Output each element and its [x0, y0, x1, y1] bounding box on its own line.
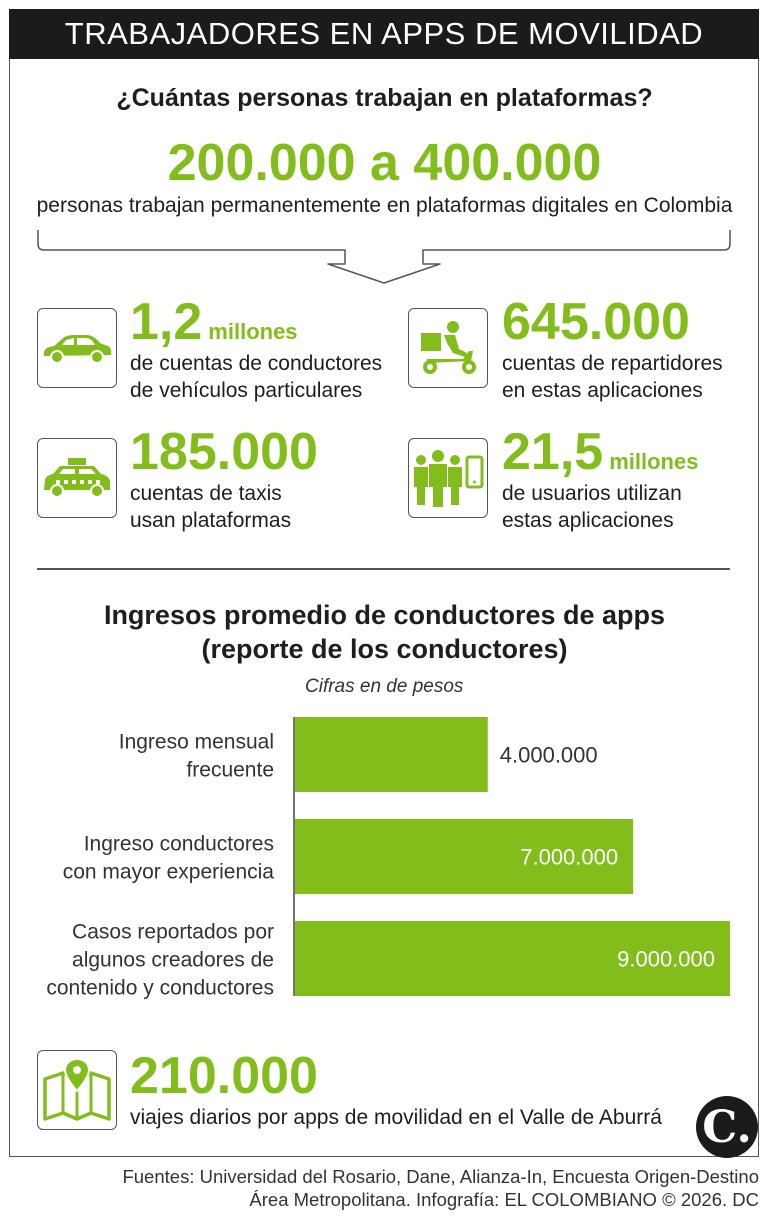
footer-credits — [0, 1165, 759, 1211]
footer-line2: Área Metropolitana. Infografía: EL COLOMBIANO © 2026. DC — [249, 1189, 759, 1210]
stat-cars-value: 1,2 — [130, 293, 203, 351]
el-colombiano-logo: C. — [696, 1096, 758, 1158]
people-phone-icon — [411, 447, 485, 509]
taxi-icon — [40, 455, 114, 501]
intro-description: personas trabajan permanentemente en plataformas digitales en Colombia — [36, 194, 733, 217]
intro-question: ¿Cuántas personas trabajan en plataformas? — [116, 84, 653, 112]
footer-line1: Fuentes: Universidad del Rosario, Dane, Alianza-In, Encuesta Origen-Destino — [122, 1166, 759, 1187]
map-pin-icon — [41, 1057, 113, 1123]
stat-taxis-line1: cuentas de taxis — [130, 482, 282, 505]
header-title: TRABAJADORES EN APPS DE MOVILIDAD — [64, 16, 704, 51]
stat-delivery-number: 645.000 — [502, 293, 690, 351]
category-label-1-line-1: Ingreso mensual — [118, 730, 274, 754]
income-bar-chart — [0, 700, 769, 1010]
bar-1 — [295, 717, 488, 792]
car-icon-box — [37, 308, 117, 388]
intro-range: 200.000 a 400.000 — [167, 134, 602, 192]
section-divider — [37, 568, 730, 570]
category-label-2-line-1: Ingreso conductores — [83, 832, 274, 856]
stat-cars-line1: de cuentas de conductores — [130, 352, 383, 375]
stat-delivery-description — [502, 350, 723, 404]
category-label-3-line-1: Casos reportados por — [72, 920, 274, 944]
chart-title-line2: (reporte de los conductores) — [201, 634, 568, 664]
bracket-arrow — [0, 226, 769, 288]
stat-cars-unit: millones — [208, 319, 298, 344]
category-label-3-line-2: algunos creadores de — [72, 948, 274, 972]
stat-taxis-line2: usan plataformas — [130, 509, 292, 532]
stat-taxis-number: 185.000 — [130, 423, 318, 481]
stat-cars-description — [130, 350, 382, 404]
category-label-2-line-2: con mayor experiencia — [62, 860, 274, 884]
stat-users-description — [502, 480, 682, 534]
chart-units-note: Cifras en de pesos — [305, 676, 464, 697]
bar-value-label-2: 7.000.000 — [520, 844, 619, 870]
trips-description: viajes diarios por apps de movilidad en el Valle de Aburrá — [130, 1106, 662, 1129]
stat-users-number — [502, 423, 699, 481]
stat-users-line2: estas aplicaciones — [502, 509, 674, 532]
bar-value-label-1: 4.000.000 — [499, 742, 598, 768]
car-icon — [40, 328, 114, 368]
category-label-3-line-3: contenido y conductores — [46, 976, 274, 1000]
delivery-scooter-icon — [413, 313, 483, 383]
stat-taxis-description — [130, 480, 291, 534]
stat-users-unit: millones — [609, 449, 699, 474]
taxi-icon-box — [37, 438, 117, 518]
stat-users-line1: de usuarios utilizan — [502, 482, 682, 505]
stat-cars-line2: de vehículos particulares — [130, 379, 363, 402]
category-label-1-line-2: frecuente — [186, 758, 274, 782]
stat-users-value: 21,5 — [502, 423, 604, 481]
stat-cars-number — [130, 293, 298, 351]
bar-value-label-3: 9.000.000 — [617, 946, 715, 972]
delivery-icon-box — [408, 308, 488, 388]
chart-title-line1: Ingresos promedio de conductores de apps — [103, 600, 666, 630]
users-icon-box — [408, 438, 488, 518]
infographic-header — [9, 9, 759, 59]
stat-delivery-line2: en estas aplicaciones — [502, 379, 703, 402]
trips-number: 210.000 — [130, 1047, 318, 1105]
map-icon-box — [37, 1050, 117, 1130]
chart-title — [0, 598, 769, 666]
stat-delivery-line1: cuentas de repartidores — [502, 352, 723, 375]
